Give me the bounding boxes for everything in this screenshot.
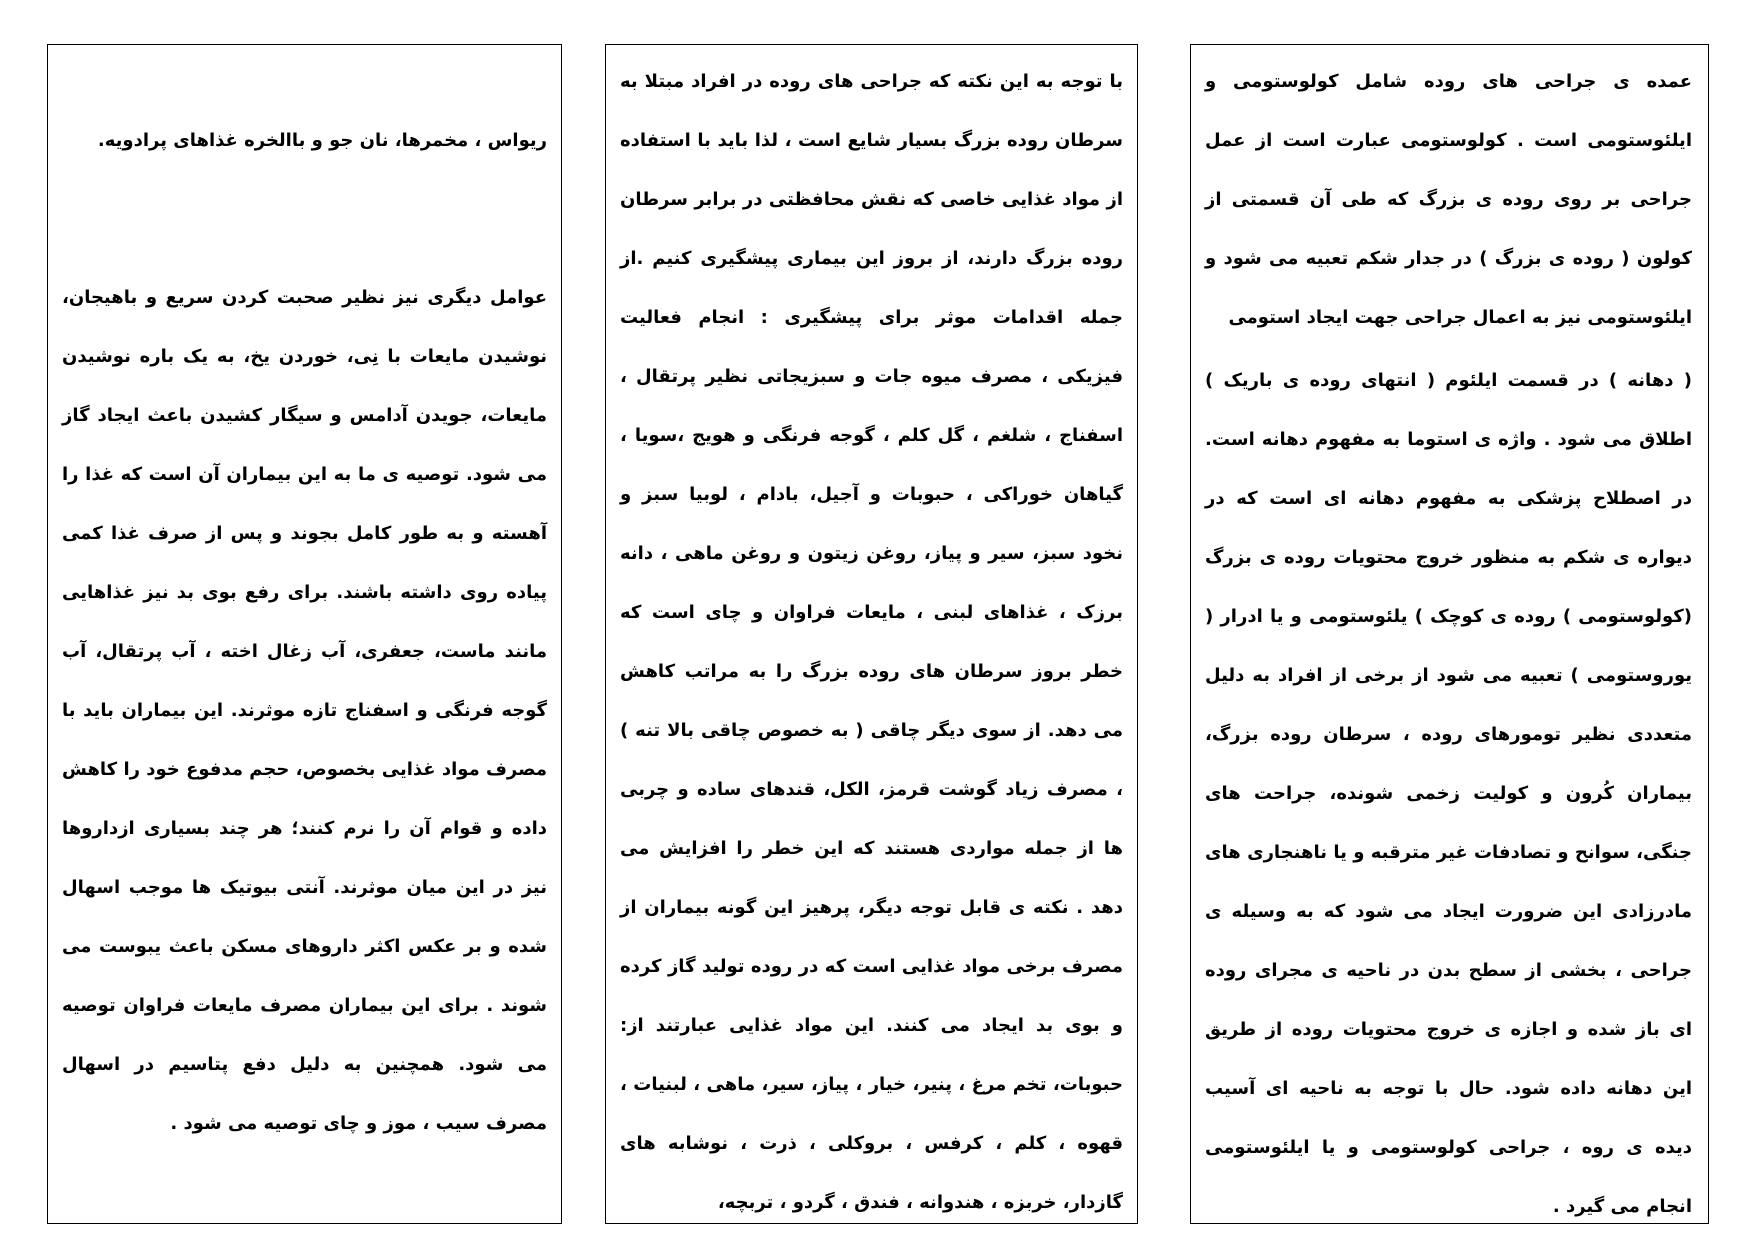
- column-middle: [605, 44, 1138, 1224]
- paragraph: عوامل دیگری نیز نظیر صحبت کردن سریع و باهیجان، نوشیدن مایعات با نِی، خوردن یخ، به یک باره نوشیدن مایعات، جویدن آدامس و سیگار کشیدن باعث ایجاد گاز می شود. توصیه ی ما به این بیماران آن است که غذا را آهسته و به طور کامل بجوند و پس از صرف غذا کمی پیاده روی داشته باشند. برای رفع بوی بد نیز غذاهایی مانند ماست، جعفری، آب زغال اخته ، آب پرتقال، آب گوجه فرنگی و اسفناج تازه موثرند. این بیماران باید با مصرف مواد غذایی بخصوص، حجم مدفوع خود را کاهش داده و قوام آن را نرم کنند؛ هر چند بسیاری ازداروها نیز در این میان موثرند. آنتی بیوتیک ها موجب اسهال شده و بر عکس اکثر داروهای مسکن باعث یبوست می شوند . برای این بیماران مصرف مایعات فراوان توصیه می شود. همچنین به دلیل دفع پتاسیم در اسهال مصرف سیب ، موز و چای توصیه می شود .: [62, 287, 547, 1134]
- column-left: [47, 44, 562, 1224]
- paragraph: ( دهانه ) در قسمت ایلئوم ( انتهای روده ی باریک ) اطلاق می شود . واژه ی استوما به مفهوم دهانه است. در اصطلاح پزشکی به مفهوم دهانه ای است که در دیواره ی شکم به منظور خروج محتویات روده ی بزرگ (کولوستومی ) روده ی کوچک ) یلئوستومی و یا ادرار ( یوروستومی ) تعبیه می شود از برخی از افراد به دلیل متعددی نظیر تومورهای روده ، سرطان روده بزرگ، بیماران کُرون و کولیت زخمی شونده، جراحت های جنگی، سوانح و تصادفات غیر مترقبه و یا ناهنجاری های مادرزادی این ضرورت ایجاد می شود که به وسیله ی جراحی ، بخشی از سطح بدن در ناحیه ی مجرای روده ای باز شده و اجازه ی خروج محتویات روده از طریق این دهانه داده شود. حال با توجه به ناحیه ای آسیب دیده ی روه ، جراحی کولوستومی و یا ایلئوستومی انجام می گیرد .: [1205, 370, 1692, 1217]
- paragraph: عمده ی جراحی های روده شامل کولوستومی و ایلئوستومی است . کولوستومی عبارت است از عمل جراحی بر روی روده ی بزرگ که طی آن قسمتی از کولون ( روده ی بزرگ ) در جدار شکم تعبیه می شود و ایلئوستومی نیز به اعمال جراحی جهت ایجاد استومی: [1205, 71, 1692, 328]
- column-right: [1190, 44, 1709, 1224]
- paragraph: با توجه به این نکته که جراحی های روده در افراد مبتلا به سرطان روده بزرگ بسیار شایع است ، لذا باید با استفاده از مواد غذایی خاصی که نقش محافظتی در برابر سرطان روده بزرگ دارند، از بروز این بیماری پیشگیری کنیم .از جمله اقدامات موثر برای پیشگیری : انجام فعالیت فیزیکی ، مصرف میوه جات و سبزیجاتی نظیر پرتقال ، اسفناج ، شلغم ، گل کلم ، گوجه فرنگی و هویج ،سویا ، گیاهان خوراکی ، حبوبات و آجیل، بادام ، لوبیا سبز و نخود سبز، سیر و پیاز، روغن زیتون و روغن ماهی ، دانه برزک ، غذاهای لبنی ، مایعات فراوان و چای است که خطر بروز سرطان های روده بزرگ را به مراتب کاهش می دهد. از سوی دیگر چاقی ( به خصوص چاقی بالا تنه ) ، مصرف زیاد گوشت قرمز، الکل، قندهای ساده و چربی ها از جمله مواردی هستند که این خطر را افزایش می دهد . نکته ی قابل توجه دیگر، پرهیز این گونه بیماران از مصرف برخی مواد غذایی است که در روده تولید گاز کرده و بوی بد ایجاد می کنند. این مواد غذایی عبارتند از: حبوبات، تخم مرغ ، پنیر، خیار ، پیاز، سیر، ماهی ، لبنیات ، قهوه ، کلم ، کرفس ، بروکلی ، ذرت ، نوشابه های گازدار، خربزه ، هندوانه ، فندق ، گردو ، تربچه،: [620, 71, 1123, 1213]
- paragraph: ریواس ، مخمرها، نان جو و باالخره غذاهای پرادویه.: [97, 130, 547, 151]
